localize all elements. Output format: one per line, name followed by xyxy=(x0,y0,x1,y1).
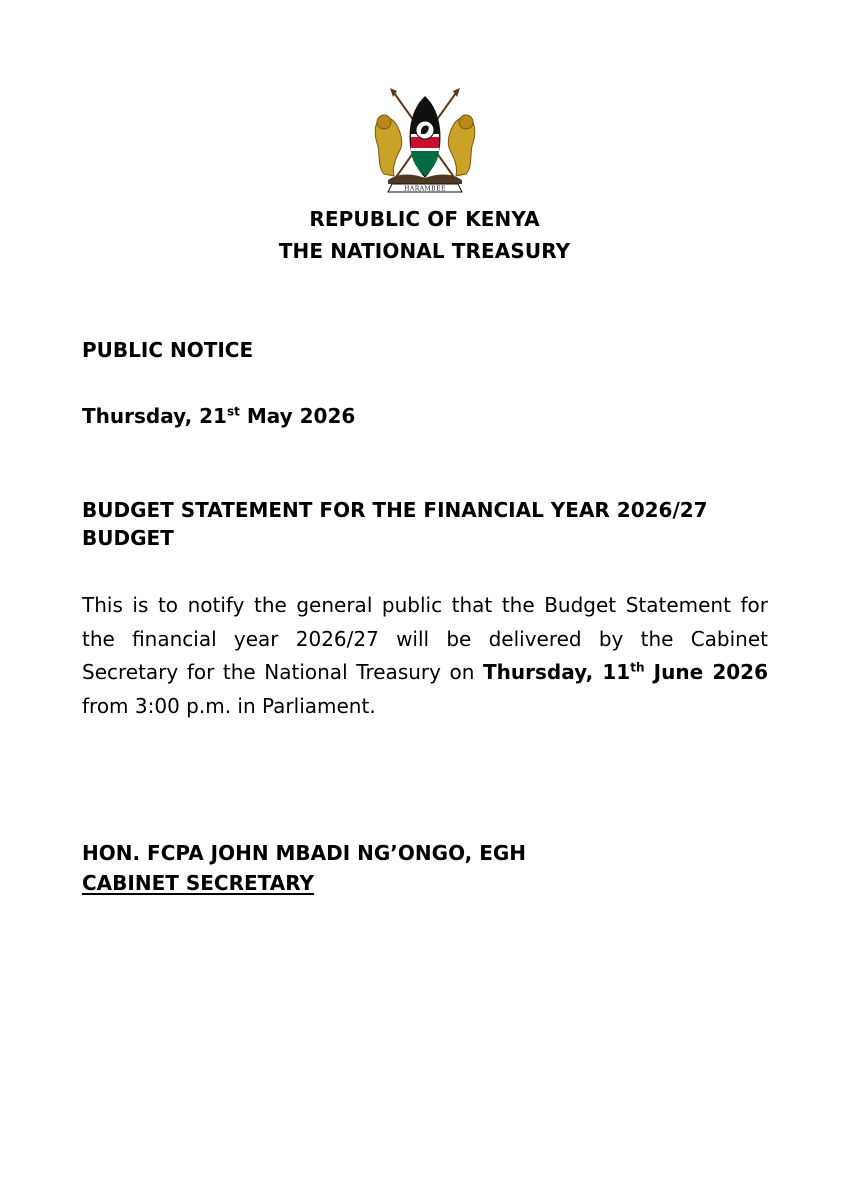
signatory-title: CABINET SECRETARY xyxy=(82,871,315,895)
body-bold-date xyxy=(483,660,768,684)
signatory-name: HON. FCPA JOHN MBADI NG’ONGO, EGH xyxy=(82,841,527,865)
date-suffix: st xyxy=(226,404,240,419)
notice-body xyxy=(82,589,768,723)
header-republic: REPUBLIC OF KENYA xyxy=(309,207,540,231)
body-part1: This is to notify the general public that the Budget Statement for the financial year 2026/27 will be delivered by the Cabinet Secretary for the National Treasury on xyxy=(82,593,768,684)
motto-text: HARAMBEE xyxy=(404,185,446,193)
kenya-coat-of-arms xyxy=(370,88,480,196)
date-rest: May 2026 xyxy=(239,404,356,428)
date-weekday: Thursday, 21 xyxy=(82,404,227,428)
header-treasury: THE NATIONAL TREASURY xyxy=(278,239,571,263)
body-bold-date-rest: June 2026 xyxy=(644,660,769,684)
notice-date xyxy=(82,404,355,428)
body-part2: from 3:00 p.m. in Parliament. xyxy=(82,693,376,718)
body-bold-date-main: Thursday, 11 xyxy=(483,660,631,684)
body-bold-date-suffix: th xyxy=(630,660,645,675)
notice-title: BUDGET STATEMENT FOR THE FINANCIAL YEAR 2026/27 BUDGET xyxy=(82,498,708,550)
public-notice-label: PUBLIC NOTICE xyxy=(82,338,254,362)
coat-of-arms-emblem-icon xyxy=(370,88,480,196)
